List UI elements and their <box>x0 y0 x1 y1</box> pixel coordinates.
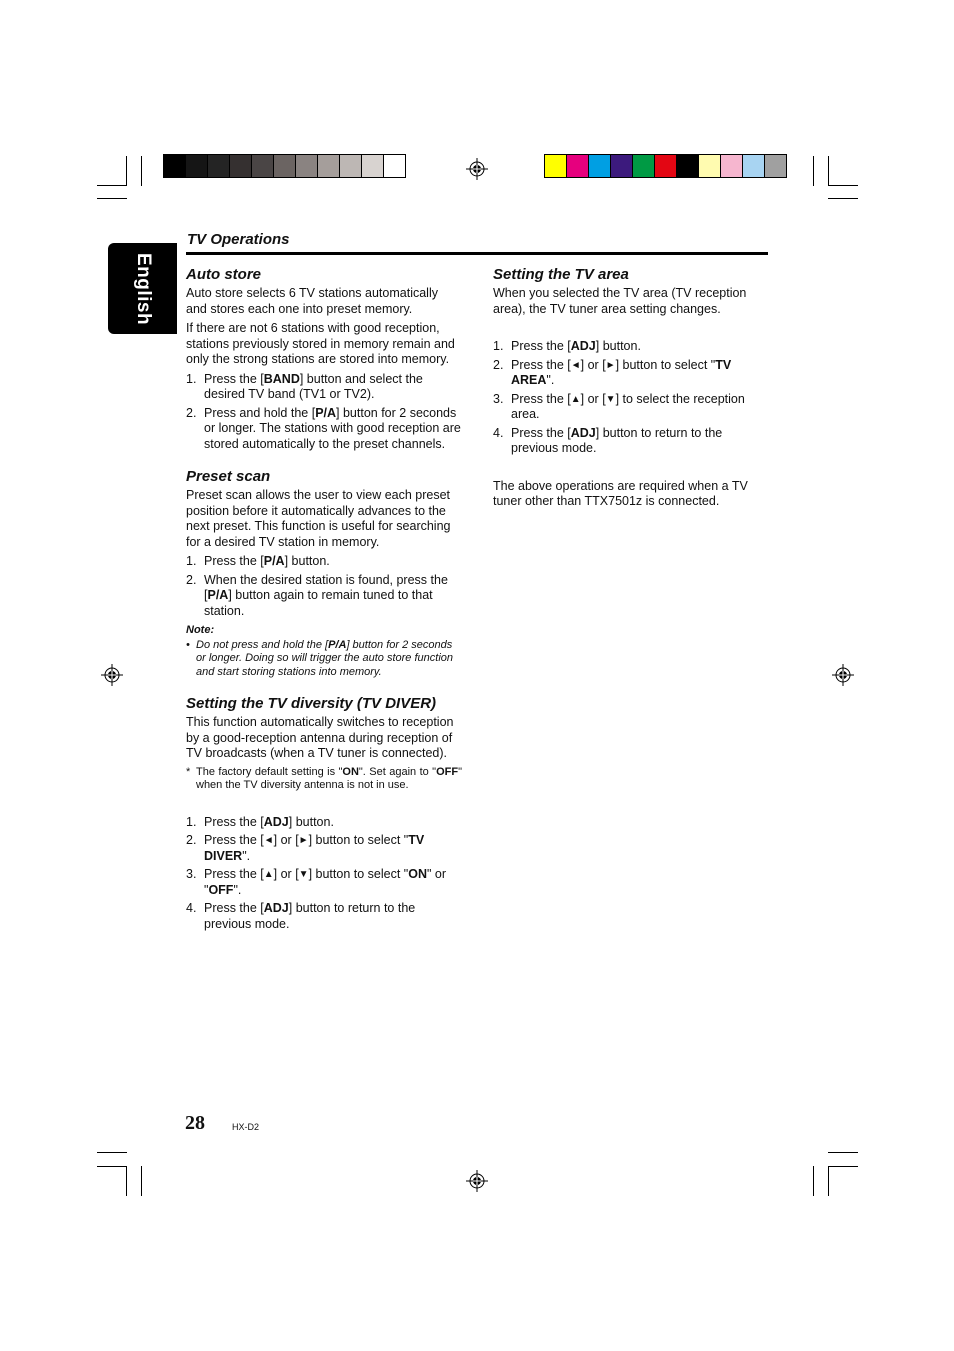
tv-diver-heading: Setting the TV diversity (TV DIVER) <box>186 695 437 712</box>
model-code: HX-D2 <box>232 1122 260 1132</box>
language-tab <box>108 243 177 334</box>
registration-mark-icon <box>832 664 854 686</box>
color-swatch <box>362 155 384 177</box>
right-arrow-icon: ► <box>298 835 309 846</box>
left-arrow-icon: ◄ <box>570 359 581 371</box>
color-swatch <box>633 155 655 177</box>
up-arrow-icon: ▲ <box>263 869 274 880</box>
list-item: 3. Press the [▲] or [▼] to select the reception area. <box>493 391 745 421</box>
preset-scan-steps <box>186 554 462 619</box>
list-item: 2. Press and hold the [P/A] button for 2 seconds or longer. The stations with good reception are stored automatically to the preset channels. <box>186 405 461 451</box>
registration-mark-icon <box>466 1170 488 1192</box>
preset-scan-heading: Preset scan <box>186 468 271 485</box>
down-arrow-icon: ▼ <box>605 393 616 405</box>
grayscale-color-bar <box>163 154 406 178</box>
right-column <box>493 266 763 514</box>
color-swatch <box>765 155 786 177</box>
list-item: 2. Press the [◄] or [►] button to select "TV AREA". <box>493 357 732 387</box>
list-item: 1. Press the [ADJ] button. <box>493 339 641 353</box>
language-tab-label: English <box>132 252 154 325</box>
color-swatch <box>567 155 589 177</box>
preset-scan-paragraph: Preset scan allows the user to view each preset position before it automatically advances to the next preset. This function is useful for searching for a desired TV station in memory. <box>186 488 451 549</box>
list-item: 1. Press the [BAND] button and select the desired TV band (TV1 or TV2). <box>186 371 423 401</box>
color-swatch <box>545 155 567 177</box>
registration-mark-icon <box>466 158 488 180</box>
registration-mark-icon <box>101 664 123 686</box>
tv-area-steps <box>493 339 763 457</box>
list-item: 4. Press the [ADJ] button to return to the previous mode. <box>186 901 416 931</box>
left-arrow-icon: ◄ <box>263 835 274 846</box>
list-item: 4. Press the [ADJ] button to return to the previous mode. <box>493 425 723 455</box>
color-swatch <box>384 155 405 177</box>
list-item: 1. Press the [ADJ] button. <box>186 814 334 829</box>
color-swatch <box>274 155 296 177</box>
tv-area-section <box>493 266 763 510</box>
color-swatch <box>611 155 633 177</box>
page-number: 28 <box>185 1112 205 1134</box>
down-arrow-icon: ▼ <box>298 869 309 880</box>
list-item: 3. Press the [▲] or [▼] button to select "ON" or "OFF". <box>186 867 446 897</box>
auto-store-section <box>186 266 462 452</box>
color-swatch <box>677 155 699 177</box>
left-column <box>186 266 462 935</box>
auto-store-paragraph: If there are not 6 stations with good reception, stations previously stored in memory remain and only the strong stations are stored into memory. <box>186 321 455 366</box>
color-swatch <box>164 155 186 177</box>
color-swatch <box>252 155 274 177</box>
color-swatch <box>655 155 677 177</box>
auto-store-paragraph: Auto store selects 6 TV stations automatically and stores each one into preset memory. <box>186 286 438 316</box>
color-swatch <box>208 155 230 177</box>
list-item: 2. Press the [◄] or [►] button to select "TV DIVER". <box>186 833 425 863</box>
list-item: 2. When the desired station is found, press the [P/A] button again to remain tuned to that station. <box>186 572 448 618</box>
tv-area-heading: Setting the TV area <box>493 266 629 283</box>
color-swatch <box>743 155 765 177</box>
color-swatch <box>699 155 721 177</box>
note-text: • Do not press and hold the [P/A] button for 2 seconds or longer. Doing so will trigger the auto store function and start storing stations into memory. <box>186 638 454 678</box>
tv-diver-steps <box>186 815 462 933</box>
color-swatch <box>318 155 340 177</box>
list-item: 1. Press the [P/A] button. <box>186 554 330 568</box>
auto-store-steps <box>186 372 462 453</box>
auto-store-heading: Auto store <box>186 266 261 283</box>
tv-diver-paragraph: This function automatically switches to reception by a good-reception antenna during reception of TV broadcasts (when a TV tuner is connected). <box>186 715 454 760</box>
color-swatch <box>230 155 252 177</box>
color-swatch <box>721 155 743 177</box>
tv-area-note: The above operations are required when a TV tuner other than TTX7501z is connected. <box>493 478 748 508</box>
process-color-bar <box>544 154 787 178</box>
tv-diver-footnote: * The factory default setting is "ON". Set again to "OFF" when the TV diversity antenna is not in use. <box>186 765 462 791</box>
note-label: Note: <box>186 624 215 636</box>
color-swatch <box>589 155 611 177</box>
up-arrow-icon: ▲ <box>570 393 581 405</box>
color-swatch <box>296 155 318 177</box>
section-title: TV Operations <box>187 231 290 248</box>
section-rule <box>186 252 768 255</box>
color-swatch <box>340 155 362 177</box>
tv-area-paragraph: When you selected the TV area (TV reception area), the TV tuner area setting changes. <box>493 286 747 316</box>
tv-diver-section <box>186 695 462 932</box>
color-swatch <box>186 155 208 177</box>
right-arrow-icon: ► <box>605 359 616 371</box>
preset-scan-section <box>186 468 462 679</box>
